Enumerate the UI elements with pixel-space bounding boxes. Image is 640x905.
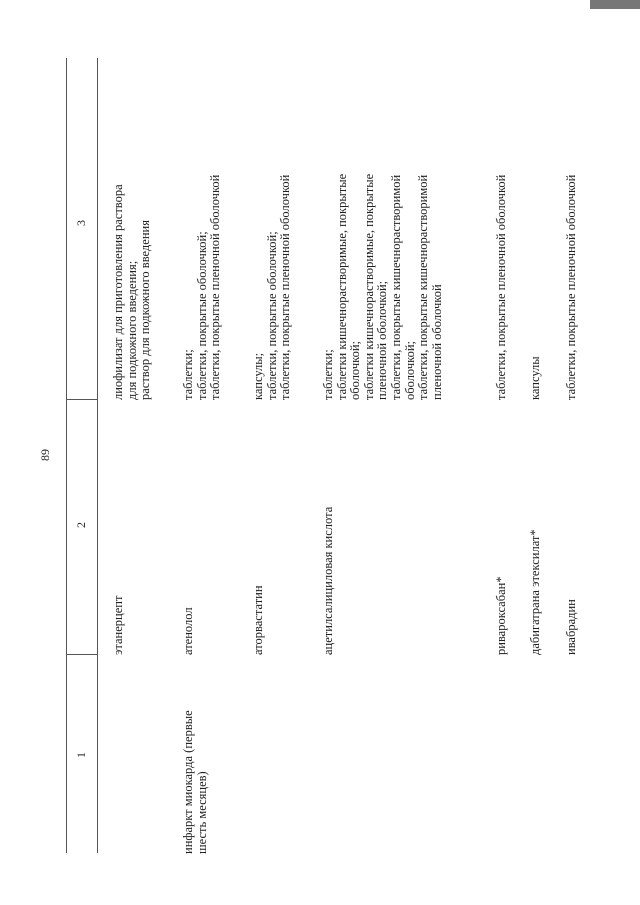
form-line: таблетки, покрытые оболочкой; bbox=[264, 231, 279, 400]
condition-line: инфаркт миокарда (первые bbox=[181, 710, 195, 854]
form-line: лиофилизат для приготовления раствора bbox=[111, 184, 125, 400]
form-line: таблетки, покрытые оболочкой; bbox=[194, 231, 209, 400]
form-line: таблетки, покрытые пленочной оболочкой bbox=[494, 174, 508, 400]
drug-name: аторвастатин bbox=[251, 585, 265, 655]
forms-cell bbox=[112, 184, 153, 400]
form-line: таблетки; bbox=[181, 349, 195, 400]
drug-name: этанерцепт bbox=[111, 595, 125, 655]
drug-cell bbox=[252, 585, 266, 655]
page-number: 89 bbox=[38, 449, 52, 461]
table-header-border bbox=[97, 58, 98, 853]
table-top-border bbox=[66, 58, 67, 853]
drug-cell bbox=[565, 599, 579, 655]
form-line: оболочкой; bbox=[402, 341, 417, 400]
forms-cell bbox=[529, 356, 543, 400]
drug-cell bbox=[112, 596, 126, 655]
form-line: таблетки, покрытые пленочной оболочкой bbox=[564, 174, 578, 400]
forms-cell bbox=[565, 175, 579, 400]
forms-cell bbox=[252, 175, 293, 400]
form-line: капсулы bbox=[528, 356, 542, 400]
drug-name: ацетилсалициловая кислота bbox=[321, 506, 335, 655]
drug-cell bbox=[182, 607, 196, 655]
drug-name: ривароксабан* bbox=[494, 576, 508, 655]
form-line: пленочной оболочкой; bbox=[375, 280, 390, 400]
condition-cell bbox=[182, 710, 209, 854]
top-right-mark bbox=[590, 0, 640, 9]
header-col-3: 3 bbox=[74, 220, 88, 226]
condition-line: шесть месяцев) bbox=[194, 771, 209, 854]
form-line: раствор для подкожного введения bbox=[138, 220, 153, 400]
form-line: таблетки, покрытые пленочной оболочкой bbox=[208, 174, 223, 400]
drug-name: атенолол bbox=[181, 607, 195, 655]
form-line: для подкожного введения; bbox=[124, 260, 139, 400]
header-col-1: 1 bbox=[74, 752, 88, 758]
drug-cell bbox=[322, 507, 336, 655]
drug-name: ивабрадин bbox=[564, 599, 578, 655]
drug-cell bbox=[495, 576, 509, 655]
form-line: оболочкой; bbox=[348, 341, 363, 400]
form-line: таблетки, покрытые кишечнорастворимой bbox=[388, 174, 403, 400]
form-line: таблетки кишечнорастворимые, покрытые bbox=[334, 173, 349, 400]
header-col-2: 2 bbox=[74, 522, 88, 528]
form-line: таблетки, покрытые кишечнорастворимой bbox=[416, 174, 431, 400]
form-line: пленочной оболочкой bbox=[429, 284, 444, 400]
forms-cell bbox=[495, 175, 509, 400]
col-divider-2 bbox=[66, 399, 97, 400]
forms-cell bbox=[182, 175, 223, 400]
form-line: таблетки, покрытые пленочной оболочкой bbox=[278, 174, 293, 400]
drug-cell bbox=[529, 529, 543, 655]
form-line: таблетки кишечнорастворимые, покрытые bbox=[361, 173, 376, 400]
col-divider-1 bbox=[66, 654, 97, 655]
form-line: капсулы; bbox=[251, 352, 265, 400]
drug-name: дабигатрана этексилат* bbox=[528, 529, 542, 655]
form-line: таблетки; bbox=[321, 349, 335, 400]
forms-cell bbox=[322, 174, 444, 400]
